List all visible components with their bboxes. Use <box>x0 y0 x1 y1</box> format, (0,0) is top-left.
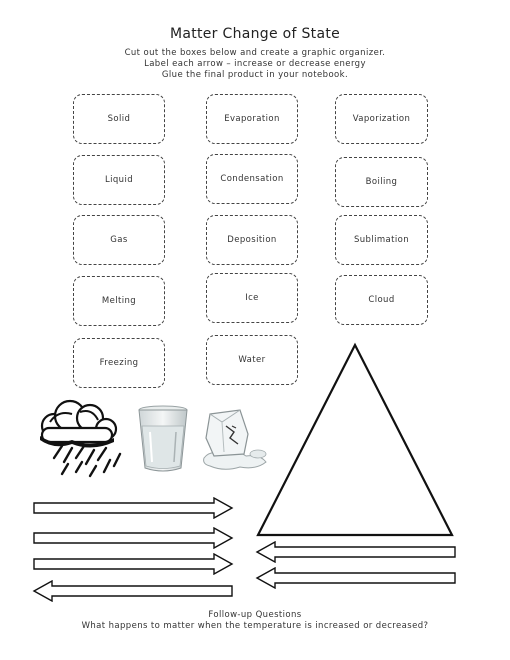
box-sublimation: Sublimation <box>335 215 428 265</box>
left-arrow <box>255 541 457 563</box>
box-condensation: Condensation <box>206 154 298 204</box>
rain-cloud-icon <box>32 396 124 482</box>
left-arrow <box>32 580 234 602</box>
instruction-line-1: Cut out the boxes below and create a graphic organizer. <box>124 48 386 58</box>
box-ice: Ice <box>206 273 298 323</box>
box-solid: Solid <box>73 94 165 144</box>
instruction-line-2: Label each arrow – increase or decrease energy <box>144 59 366 69</box>
box-water: Water <box>206 335 298 385</box>
instruction-line-3: Glue the final product in your notebook. <box>161 70 349 80</box>
box-cloud: Cloud <box>335 275 428 325</box>
box-freezing: Freezing <box>73 338 165 388</box>
box-boiling: Boiling <box>335 157 428 207</box>
worksheet-title: Matter Change of State <box>169 26 341 42</box>
box-melting: Melting <box>73 276 165 326</box>
right-arrow <box>32 527 234 549</box>
box-deposition: Deposition <box>206 215 298 265</box>
glass-of-water-icon <box>136 404 190 474</box>
box-gas: Gas <box>73 215 165 265</box>
box-vaporization: Vaporization <box>335 94 428 144</box>
follow-up-question: What happens to matter when the temperature is increased or decreased? <box>81 621 429 631</box>
follow-up-heading: Follow-up Questions <box>208 610 302 620</box>
left-arrow <box>255 567 457 589</box>
box-evaporation: Evaporation <box>206 94 298 144</box>
box-liquid: Liquid <box>73 155 165 205</box>
right-arrow <box>32 497 234 519</box>
right-arrow <box>32 553 234 575</box>
triangle-shape <box>254 341 456 539</box>
